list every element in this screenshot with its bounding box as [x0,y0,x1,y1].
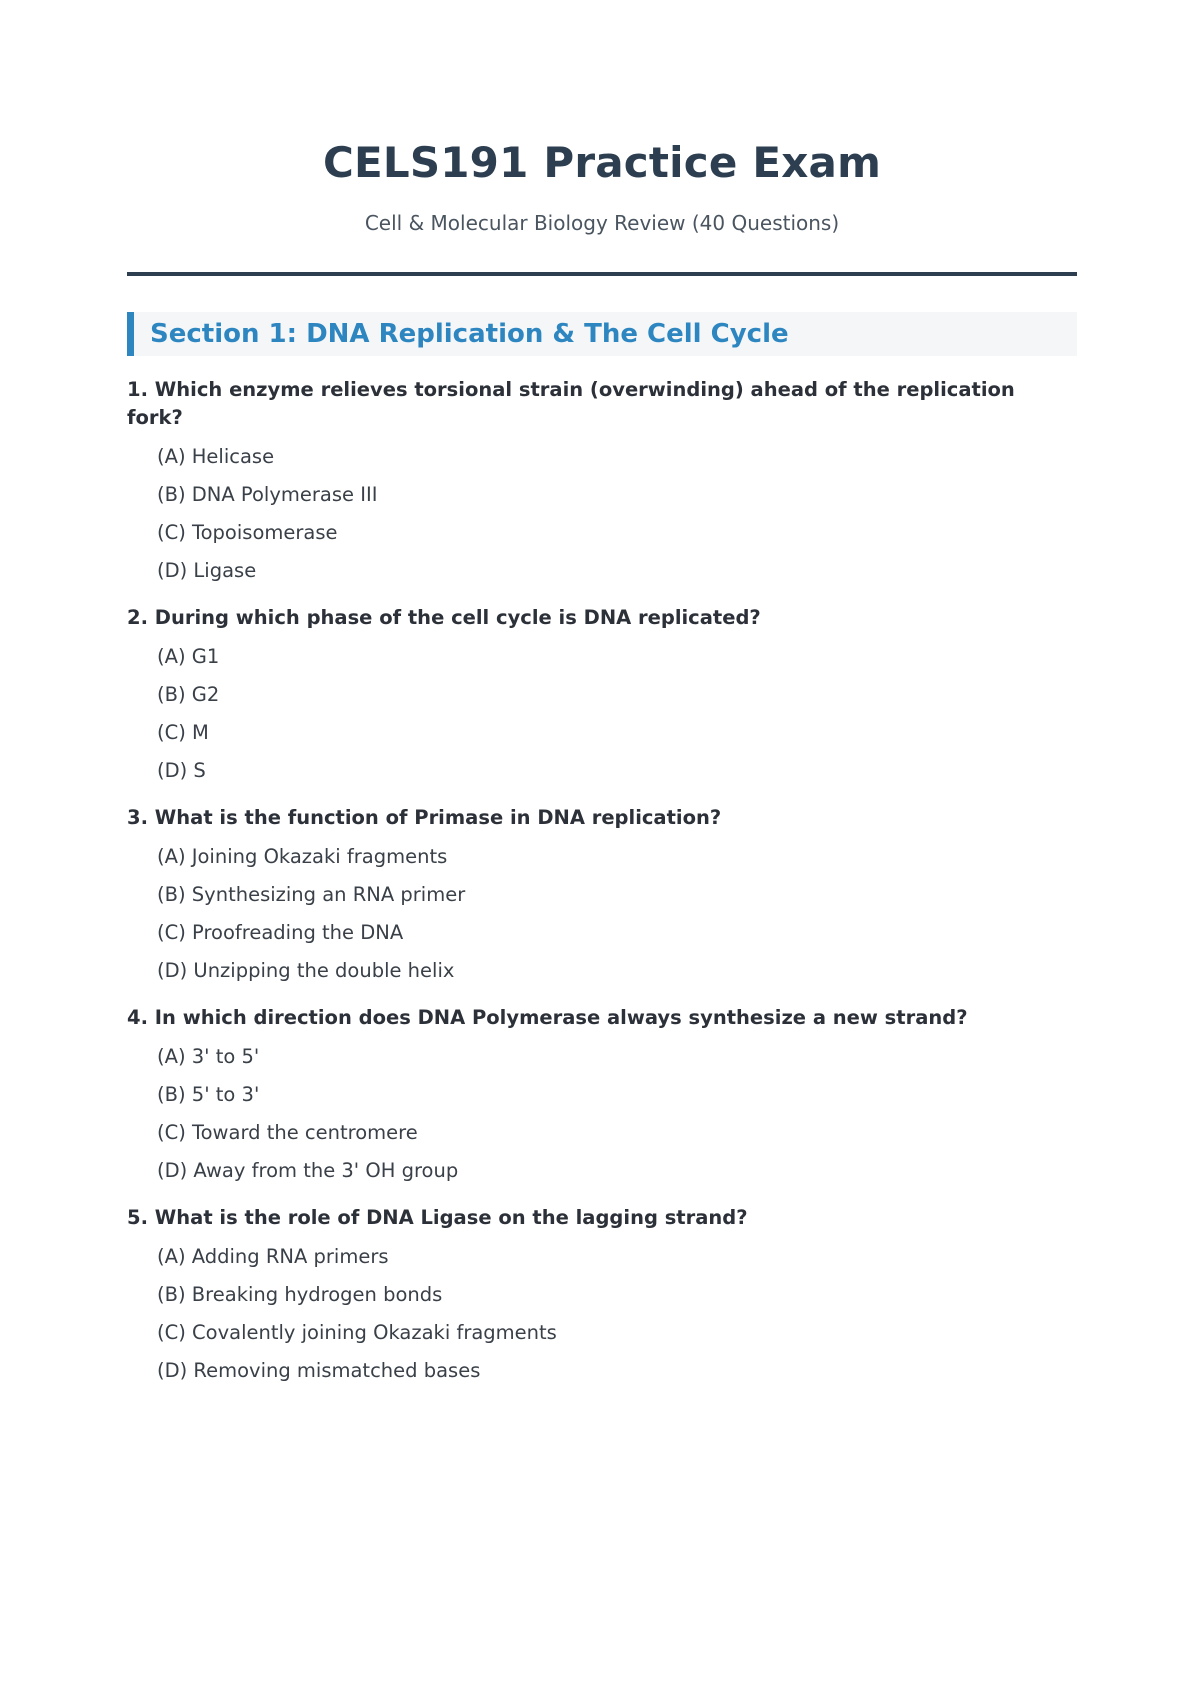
answer-options [127,1238,1077,1390]
question-text: 4. In which direction does DNA Polymerase always synthesize a new strand? [127,1006,968,1029]
question-3 [127,804,1077,990]
answer-options [127,838,1077,990]
title-divider [127,272,1077,276]
answer-options [127,1038,1077,1190]
question-text: 5. What is the role of DNA Ligase on the lagging strand? [127,1206,748,1229]
option-a: (A) Adding RNA primers [157,1245,389,1268]
option-a: (A) G1 [157,645,220,668]
option-b: (B) G2 [157,683,220,706]
question-4 [127,1004,1077,1190]
question-text: 2. During which phase of the cell cycle is DNA replicated? [127,606,761,629]
option-a: (A) Joining Okazaki fragments [157,845,448,868]
option-b: (B) DNA Polymerase III [157,483,378,506]
exam-page [127,0,1077,1390]
section-title: Section 1: DNA Replication & The Cell Cycle [150,319,789,349]
option-b: (B) Synthesizing an RNA primer [157,883,466,906]
question-2 [127,604,1077,790]
option-d: (D) S [157,759,206,782]
option-d: (D) Ligase [157,559,257,582]
option-b: (B) Breaking hydrogen bonds [157,1283,443,1306]
option-a: (A) Helicase [157,445,275,468]
question-1 [127,376,1077,590]
option-d: (D) Removing mismatched bases [157,1359,481,1382]
option-c: (C) Covalently joining Okazaki fragments [157,1321,557,1344]
option-d: (D) Away from the 3' OH group [157,1159,459,1182]
option-c: (C) Proofreading the DNA [157,921,404,944]
answer-options [127,438,1077,590]
option-c: (C) Toward the centromere [157,1121,418,1144]
option-c: (C) M [157,721,209,744]
option-b: (B) 5' to 3' [157,1083,260,1106]
option-c: (C) Topoisomerase [157,521,338,544]
question-list [127,376,1077,1390]
page-subtitle: Cell & Molecular Biology Review (40 Questions) [364,211,840,235]
answer-options [127,638,1077,790]
question-5 [127,1204,1077,1390]
question-text: 1. Which enzyme relieves torsional strain (overwinding) ahead of the replication fork? [127,378,1015,429]
page-title: CELS191 Practice Exam [322,138,882,187]
section-header [127,312,1077,356]
option-a: (A) 3' to 5' [157,1045,260,1068]
option-d: (D) Unzipping the double helix [157,959,455,982]
question-text: 3. What is the function of Primase in DNA replication? [127,806,722,829]
